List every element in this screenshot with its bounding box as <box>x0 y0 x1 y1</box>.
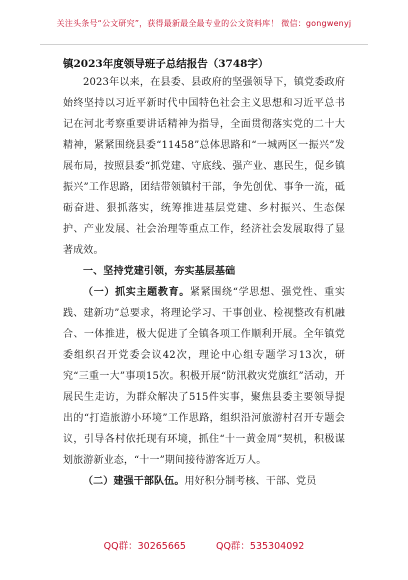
qq-group-1: QQ群：30265665 <box>103 541 186 552</box>
subsection-heading: （一）抓实主题教育。 <box>83 287 190 298</box>
subsection-text: 紧紧围绕“学思想、强党性、重实践、建新功”总要求，将理论学习、干事创业、检视整改有机融合、一体推进，极大促进了全镇各项工作顺利开展。全年镇党委组织召开党委会议42次，理论中心组专题学习13次，研究“三重一大”事项15次。积极开展“防汛救灾党旗红”活动，开展民生走访，为群众解决了515件实事，聚焦县委主要领导提出的“打造旅游小环境”工作思路，组织沿河旅游村召开专题会议，引导各村依托现有环境，抓住“十一黄金周”契机，积极谋划旅游新业态，“十一”期间接待游客近万人。 <box>63 287 345 466</box>
subsection-paragraph <box>63 282 345 471</box>
section-heading: 一、坚持党建引领，夯实基层基础 <box>83 266 236 277</box>
promo-banner: 关注头条号“公文研究”，获得最新最全最专业的公文资料库！ 微信：gongwenyj <box>56 19 352 28</box>
document-body <box>63 72 345 492</box>
subsection-paragraph <box>63 471 345 492</box>
document-title: 镇2023年度领导班子总结报告（3748字） <box>63 58 269 70</box>
footer-contact <box>0 538 408 552</box>
header-divider <box>40 44 368 45</box>
subsection-heading: （二）建强干部队伍。 <box>83 476 185 487</box>
intro-paragraph: 2023年以来，在县委、县政府的坚强领导下，镇党委政府始终坚持以习近平新时代中国特色社会主义思想和习近平总书记在河北考察重要讲话精神为指导，全面贯彻落实党的二十大精神，紧紧围绕县委“11458”总体思路和“一城两区一振兴”发展布局，按照县委“抓党建、守底线、强产业、惠民生，促乡镇振兴”工作思路，团结带领镇村干部，争先创优、事争一流，砥砺奋进、狠抓落实，统筹推进基层党建、乡村振兴、生态保护、产业发展、社会治理等重点工作，经济社会发展取得了显著成效。 <box>63 77 345 256</box>
subsection-text: 用好积分制考核、干部、党员 <box>184 476 317 487</box>
qq-group-2: QQ群：535304092 <box>215 541 305 552</box>
